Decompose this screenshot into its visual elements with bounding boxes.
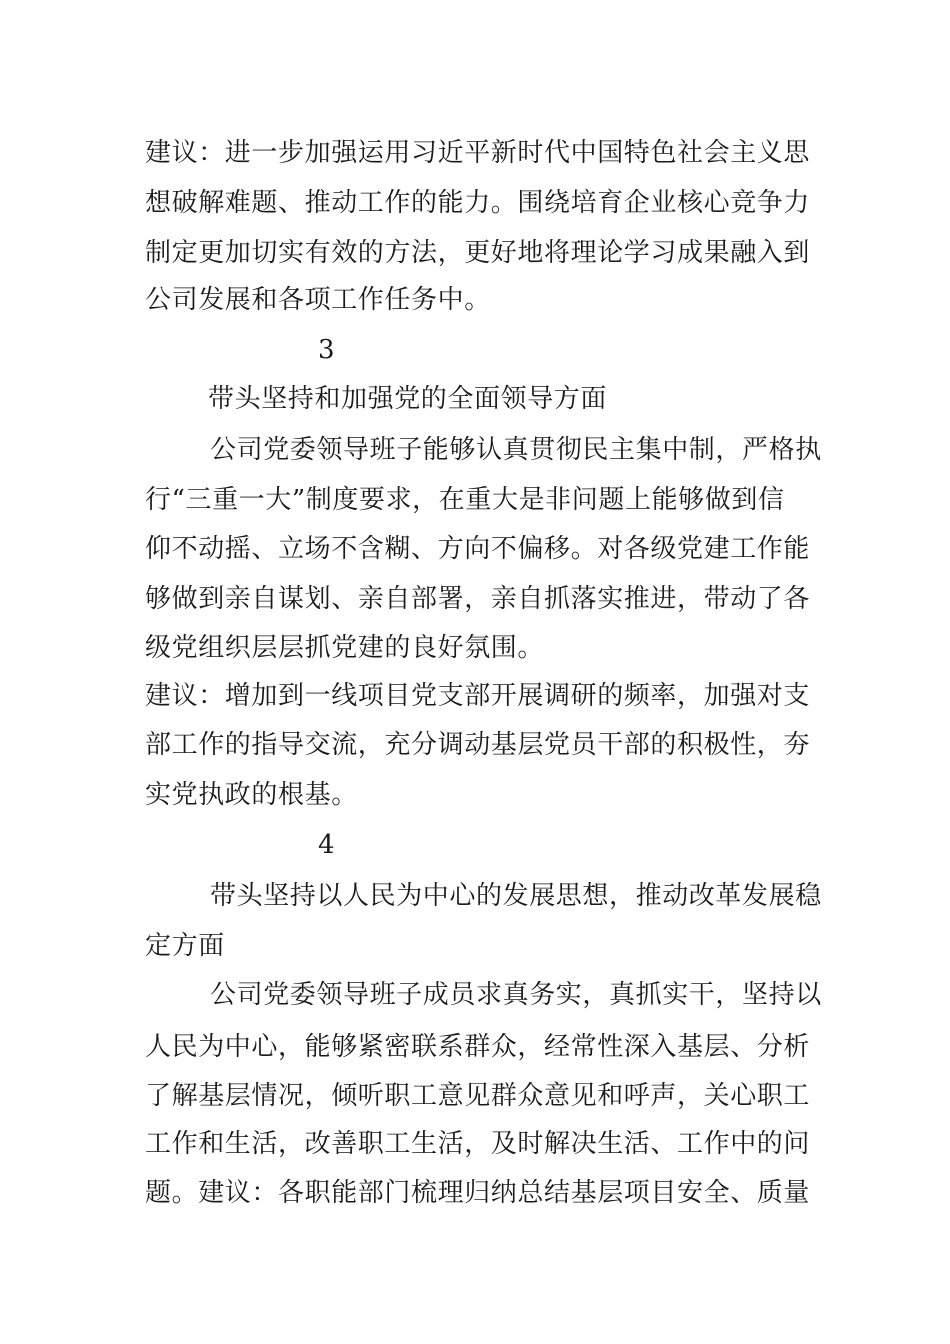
paragraph-line: 仰不动摇、立场不含糊、方向不偏移。对各级党建工作能 xyxy=(145,534,811,564)
paragraph-line: 建议：增加到一线项目党支部开展调研的频率，加强对支 xyxy=(145,681,811,711)
paragraph-line: 人民为中心，能够紧密联系群众，经常性深入基层、分析 xyxy=(145,1032,811,1062)
paragraph-line: 想破解难题、推动工作的能力。围绕培育企业核心竞争力 xyxy=(145,188,811,218)
section-number: 4 xyxy=(318,830,336,860)
paragraph-line: 实党执政的根基。 xyxy=(145,780,358,810)
paragraph-line: 制定更加切实有效的方法，更好地将理论学习成果融入到 xyxy=(145,238,811,268)
paragraph-line: 工作和生活，改善职工生活，及时解决生活、工作中的问 xyxy=(145,1129,811,1159)
section-heading-continued: 定方面 xyxy=(145,931,225,961)
paragraph-line: 公司党委领导班子能够认真贯彻民主集中制，严格执 xyxy=(210,435,822,465)
paragraph-line: 题。建议：各职能部门梳理归纳总结基层项目安全、质量 xyxy=(145,1178,811,1208)
paragraph-line: 够做到亲自谋划、亲自部署，亲自抓落实推进，带动了各 xyxy=(145,584,811,614)
paragraph-line: 部工作的指导交流，充分调动基层党员干部的积极性，夯 xyxy=(145,730,811,760)
paragraph-line: 行“三重一大”制度要求，在重大是非问题上能够做到信 xyxy=(145,485,785,515)
paragraph-line: 公司党委领导班子成员求真务实，真抓实干，坚持以 xyxy=(210,980,822,1010)
section-heading: 带头坚持以人民为中心的发展思想，推动改革发展稳 xyxy=(210,881,822,911)
section-heading: 带头坚持和加强党的全面领导方面 xyxy=(208,384,608,414)
section-number: 3 xyxy=(318,335,336,365)
paragraph-line: 级党组织层层抓党建的良好氛围。 xyxy=(145,633,545,663)
paragraph-line: 公司发展和各项工作任务中。 xyxy=(145,285,491,315)
paragraph-line: 了解基层情况，倾听职工意见群众意见和呼声，关心职工 xyxy=(145,1081,811,1111)
paragraph-line: 建议：进一步加强运用习近平新时代中国特色社会主义思 xyxy=(145,138,811,168)
